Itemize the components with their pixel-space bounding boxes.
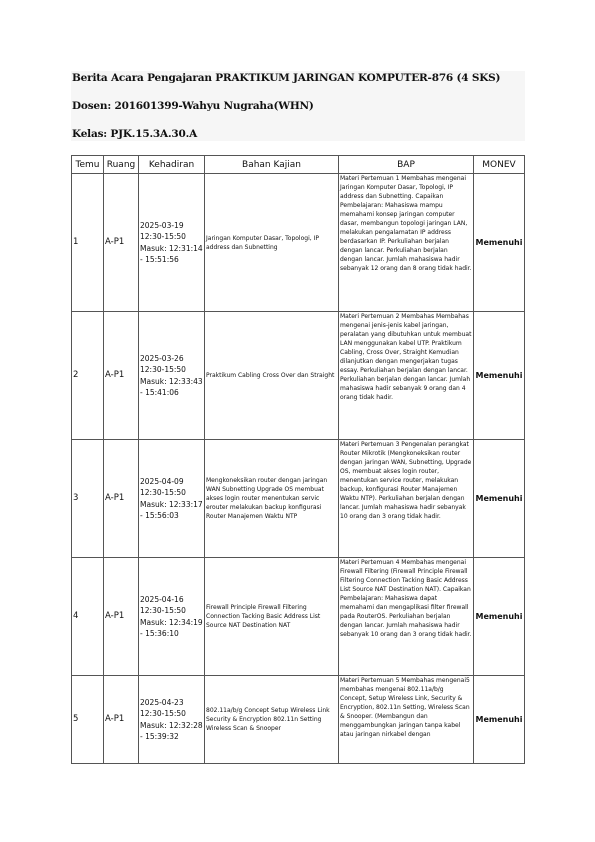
ruang-cell: A-P1 [104,312,139,440]
date: 2025-04-23 [140,697,184,707]
col-bap: BAP [339,156,474,174]
col-kehadiran: Kehadiran [139,156,205,174]
col-ruang: Ruang [104,156,139,174]
monev-cell: Memenuhi [474,676,525,764]
masuk: Masuk: 12:33:43 - 15:41:06 [140,376,203,397]
col-temu: Temu [72,156,104,174]
bap-cell: Materi Pertemuan 3 Pengenalan perangkat Router Mikrotik (Mengkoneksikan router dengan jaringan WAN, Subnetting, Upgrade OS, membuat akses login router, menentukan service router, melakukan backup, konfigurasi Router Manajemen Waktu NTP). Perkuliahan berjalan dengan lancar. Jumlah mahasiswa hadir sebanyak 10 orang dan 3 orang tidak hadir. [339,440,474,558]
table-row [72,558,525,676]
monev-cell: Memenuhi [474,174,525,312]
kehadiran-cell [139,558,205,676]
table-header-row [72,156,525,174]
kehadiran-cell [139,312,205,440]
time: 12:30-15:50 [140,709,186,718]
bahan-cell: Praktikum Cabling Cross Over dan Straight [205,312,339,440]
time: 12:30-15:50 [140,488,186,497]
date: 2025-03-26 [140,353,184,363]
bahan-cell: Firewall Principle Firewall Filtering Connection Tacking Basic Address List Source NAT Destination NAT [205,558,339,676]
temu-cell: 3 [72,440,104,558]
masuk: Masuk: 12:34:19 - 15:36:10 [140,617,203,638]
col-bahan-kajian: Bahan Kajian [205,156,339,174]
lecturer-line: Dosen: 201601399-Wahyu Nugraha(WHN) [72,100,314,112]
course-title: Berita Acara Pengajaran PRAKTIKUM JARINGAN KOMPUTER-876 (4 SKS) [72,72,501,84]
kehadiran-cell [139,440,205,558]
kehadiran-cell [139,174,205,312]
time: 12:30-15:50 [140,365,186,374]
date: 2025-04-16 [140,594,184,604]
temu-cell: 4 [72,558,104,676]
temu-cell: 5 [72,676,104,764]
monev-cell: Memenuhi [474,440,525,558]
bap-cell: Materi Pertemuan 4 Membahas mengenai Firewall Filtering (Firewall Principle Firewall Filtering Connection Tacking Basic Address List Source NAT Destination NAT). Capaikan Pembelajaran: Mahasiswa dapat memahami dan mengaplikasi filter firewall pada RouterOS. Perkuliahan berjalan dengan lancar. Jumlah mahasiswa hadir sebanyak 10 orang dan 3 orang tidak hadir. [339,558,474,676]
bap-cell: Materi Pertemuan 1 Membahas mengenai Jaringan Komputer Dasar, Topologi, IP address dan Subnetting. Capaikan Pembelajaran: Mahasiswa mampu memahami konsep jaringan computer dasar, membangun topologi jaringan LAN, melakukan pengalamatan IP address berdasarkan IP. Perkuliahan berjalan dengan lancar. Perkuliahan berjalan dengan lancar. Jumlah mahasiswa hadir sebanyak 12 orang dan 8 orang tidak hadir. [339,174,474,312]
table-row [72,174,525,312]
masuk: Masuk: 12:32:28 - 15:39:32 [140,720,203,741]
class-line: Kelas: PJK.15.3A.30.A [72,128,198,140]
bap-cell: Materi Pertemuan 2 Membahas Membahas mengenai jenis-jenis kabel jaringan, peralatan yang dibutuhkan untuk membuat LAN menggunakan kabel UTP. Praktikum Cabling, Cross Over, Straight Kemudian dilanjutkan dengan mengerjakan tugas essay. Perkuliahan berjalan dengan lancar. Perkuliahan berjalan dengan lancar. Jumlah mahasiswa hadir sebanyak 9 orang dan 4 orang tidak hadir. [339,312,474,440]
time: 12:30-15:50 [140,232,186,241]
monev-cell: Memenuhi [474,558,525,676]
ruang-cell: A-P1 [104,558,139,676]
temu-cell: 1 [72,174,104,312]
ruang-cell: A-P1 [104,174,139,312]
table-row [72,312,525,440]
masuk: Masuk: 12:33:17 - 15:56:03 [140,499,203,520]
table-row [72,676,525,764]
table-row [72,440,525,558]
masuk: Masuk: 12:31:14 - 15:51:56 [140,243,203,264]
ruang-cell: A-P1 [104,676,139,764]
col-monev: MONEV [474,156,525,174]
date: 2025-03-19 [140,220,184,230]
bap-cell: Materi Pertemuan 5 Membahas mengenai5 membahas mengenai 802.11a/b/g Concept, Setup Wireless Link, Security & Encryption, 802.11n Setting, Wireless Scan & Snooper. (Membangun dan menggambungkan jaringan tanpa kabel atau jaringan nirkabel dengan [339,676,474,764]
ruang-cell: A-P1 [104,440,139,558]
bahan-cell: 802.11a/b/g Concept Setup Wireless Link Security & Encryption 802.11n Setting Wireless Scan & Snooper [205,676,339,764]
monev-cell: Memenuhi [474,312,525,440]
bahan-cell: Mengkoneksikan router dengan jaringan WAN Subnetting Upgrade OS membuat akses login router menentukan servic erouter melakukan backup konfigurasi Router Manajemen Waktu NTP [205,440,339,558]
bahan-cell: Jaringan Komputer Dasar, Topologi, IP address dan Subnetting [205,174,339,312]
temu-cell: 2 [72,312,104,440]
time: 12:30-15:50 [140,606,186,615]
kehadiran-cell [139,676,205,764]
attendance-table [71,155,525,764]
date: 2025-04-09 [140,476,184,486]
